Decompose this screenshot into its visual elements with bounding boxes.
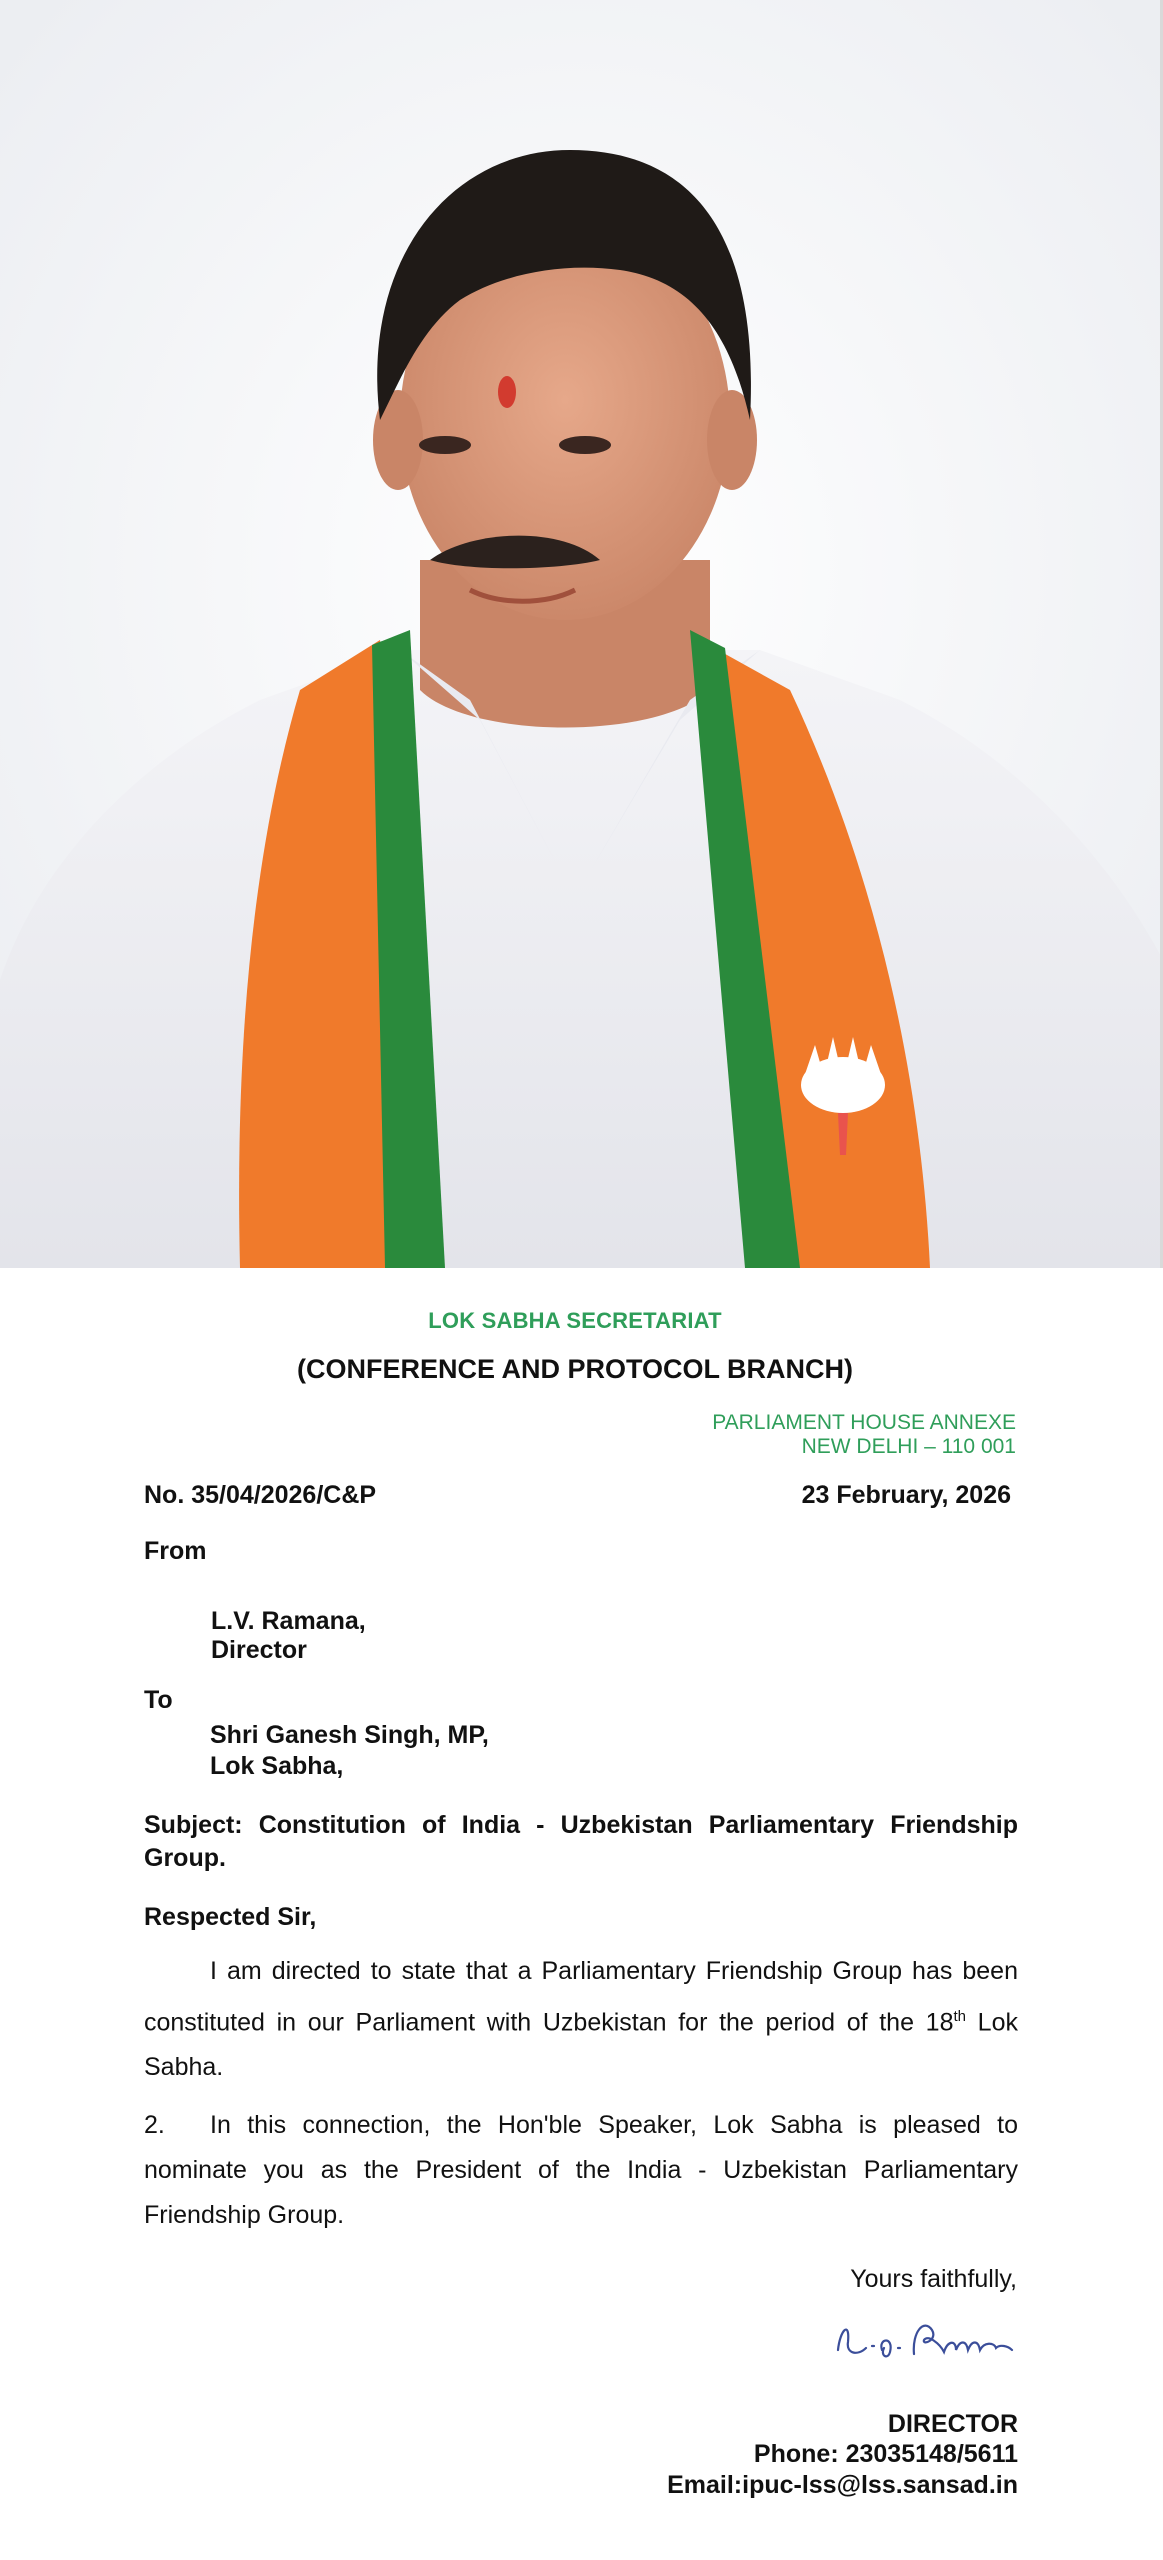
branch-title: (CONFERENCE AND PROTOCOL BRANCH) bbox=[296, 1354, 853, 1384]
portrait-photo bbox=[0, 0, 1163, 1268]
recipient-house: Lok Sabha, bbox=[210, 1752, 344, 1780]
reference-number: No. 35/04/2026/C&P bbox=[144, 1481, 377, 1509]
paragraph-1 bbox=[144, 1949, 1018, 2090]
signatory-title: DIRECTOR bbox=[887, 2410, 1018, 2438]
address-line-1: PARLIAMENT HOUSE ANNEXE bbox=[712, 1411, 1016, 1434]
subject-line: Subject: Constitution of India - Uzbekistan Parliamentary Friendship Group. bbox=[144, 1811, 1018, 1872]
paragraph-1-tail: Lok Sabha. bbox=[144, 2008, 1018, 2082]
paragraph-1-text: I am directed to state that a Parliamentary Friendship Group has been constituted in our Parliament with Uzbekistan for the period of the 18 bbox=[144, 1957, 1018, 2037]
recipient-name: Shri Ganesh Singh, MP, bbox=[210, 1721, 489, 1749]
signatory-phone: Phone: 23035148/5611 bbox=[753, 2440, 1018, 2468]
letter-date: 23 February, 2026 bbox=[801, 1481, 1011, 1509]
closing-phrase: Yours faithfully, bbox=[850, 2265, 1017, 2293]
address-line-2: NEW DELHI – 110 001 bbox=[801, 1435, 1016, 1458]
paragraph-2-text: In this connection, the Hon'ble Speaker, Lok Sabha is pleased to nominate you as the President of the India - Uzbekistan Parliamentary Friendship Group. bbox=[144, 2111, 1018, 2229]
paragraph-1-superscript: th bbox=[953, 2008, 966, 2025]
salutation: Respected Sir, bbox=[144, 1903, 317, 1931]
paragraph-2 bbox=[144, 2103, 1018, 2238]
signature-image bbox=[828, 2310, 1018, 2370]
signatory-email[interactable]: Email:ipuc-lss@lss.sansad.in bbox=[667, 2471, 1018, 2499]
sender-designation: Director bbox=[211, 1636, 307, 1664]
paragraph-2-number: 2. bbox=[144, 2111, 165, 2139]
sender-name: L.V. Ramana, bbox=[211, 1607, 366, 1635]
organization-name: LOK SABHA SECRETARIAT bbox=[428, 1308, 722, 1333]
to-label: To bbox=[144, 1686, 173, 1714]
from-label: From bbox=[144, 1537, 207, 1565]
